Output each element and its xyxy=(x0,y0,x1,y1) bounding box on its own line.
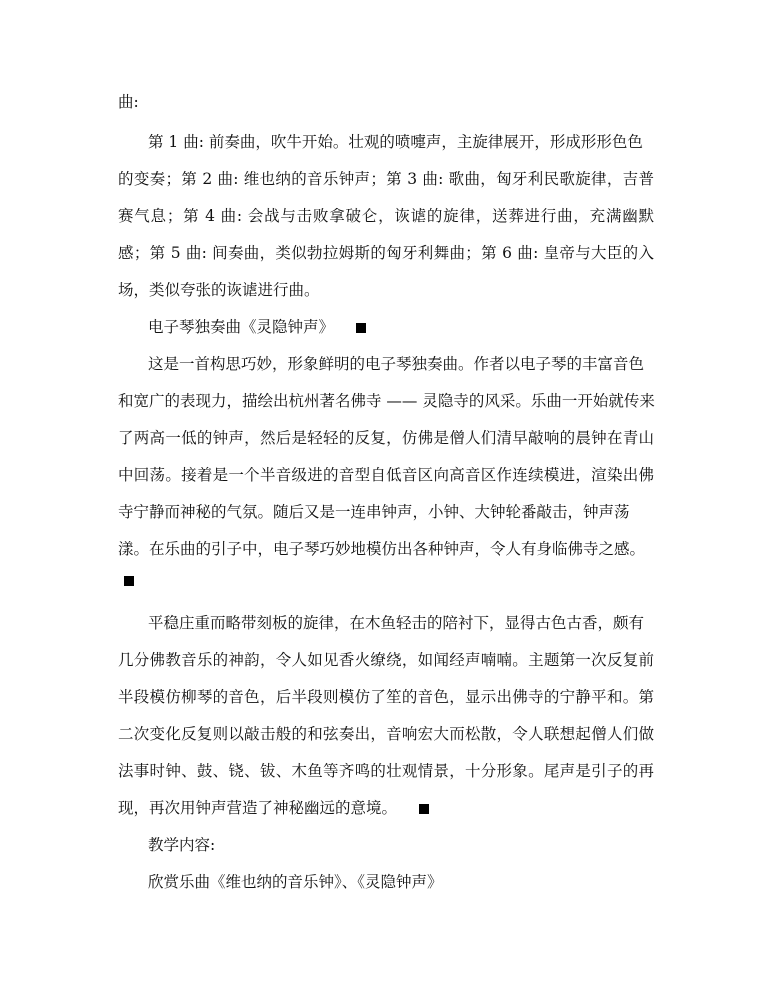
section-heading xyxy=(148,317,366,337)
text-line: 中回荡。接着是一个半音级进的音型自低音区向高音区作连续模进，渲染出佛 xyxy=(118,466,654,484)
text-line: 寺宁静而神秘的气氛。随后又是一连串钟声，小钟、大钟轮番敲击，钟声荡 xyxy=(118,503,630,521)
text-line: 几分佛教音乐的神韵，令人如见香火缭绕，如闻经声喃喃。主题第一次反复前 xyxy=(118,651,654,669)
text-line xyxy=(118,798,429,818)
text-line: 场，类似夸张的诙谑进行曲。 xyxy=(118,281,320,299)
heading-text: 电子琴独奏曲《灵隐钟声》 xyxy=(148,318,335,336)
text-line: 法事时钟、鼓、铙、钹、木鱼等齐鸣的壮观情景，十分形象。尾声是引子的再 xyxy=(118,762,654,780)
text-line: 第 1 曲: 前奏曲，吹牛开始。壮观的喷嚏声，主旋律展开，形成形形色色 xyxy=(148,133,643,151)
square-bullet-icon xyxy=(419,804,429,814)
text-line: 和宽广的表现力，描绘出杭州著名佛寺 —— 灵隐寺的风采。乐曲一开始就传来 xyxy=(118,392,655,410)
square-bullet-icon xyxy=(124,576,134,586)
text-line: 赛气息；第 4 曲: 会战与击败拿破仑，诙谑的旋律，送葬进行曲，充满幽默 xyxy=(118,207,654,225)
text-line: 感；第 5 曲: 间奏曲，类似勃拉姆斯的匈牙利舞曲；第 6 曲: 皇帝与大臣的入 xyxy=(118,244,654,262)
text-line: 了两高一低的钟声，然后是轻轻的反复，仿佛是僧人们清早敲响的晨钟在青山 xyxy=(118,429,654,447)
text-line: 半段模仿柳琴的音色，后半段则模仿了笙的音色，显示出佛寺的宁静平和。第 xyxy=(118,688,654,706)
text-line: 曲: xyxy=(118,93,139,111)
text-line: 欣赏乐曲《维也纳的音乐钟》、《灵隐钟声》 xyxy=(148,873,443,891)
section-label: 教学内容: xyxy=(148,836,216,854)
text-line: 平稳庄重而略带刻板的旋律，在木鱼轻击的陪衬下，显得古色古香，颇有 xyxy=(148,614,645,632)
square-bullet-icon xyxy=(356,323,366,333)
line-text: 现，再次用钟声营造了神秘幽远的意境。 xyxy=(118,799,398,817)
text-line: 的变奏；第 2 曲: 维也纳的音乐钟声；第 3 曲: 歌曲，匈牙利民歌旋律，吉普 xyxy=(118,170,654,188)
text-line: 二次变化反复则以敲击般的和弦奏出，音响宏大而松散，令人联想起僧人们做 xyxy=(118,725,654,743)
text-line: 漾。在乐曲的引子中，电子琴巧妙地模仿出各种钟声，令人有身临佛寺之感。 xyxy=(118,540,646,558)
text-line: 这是一首构思巧妙，形象鲜明的电子琴独奏曲。作者以电子琴的丰富音色 xyxy=(148,355,645,373)
